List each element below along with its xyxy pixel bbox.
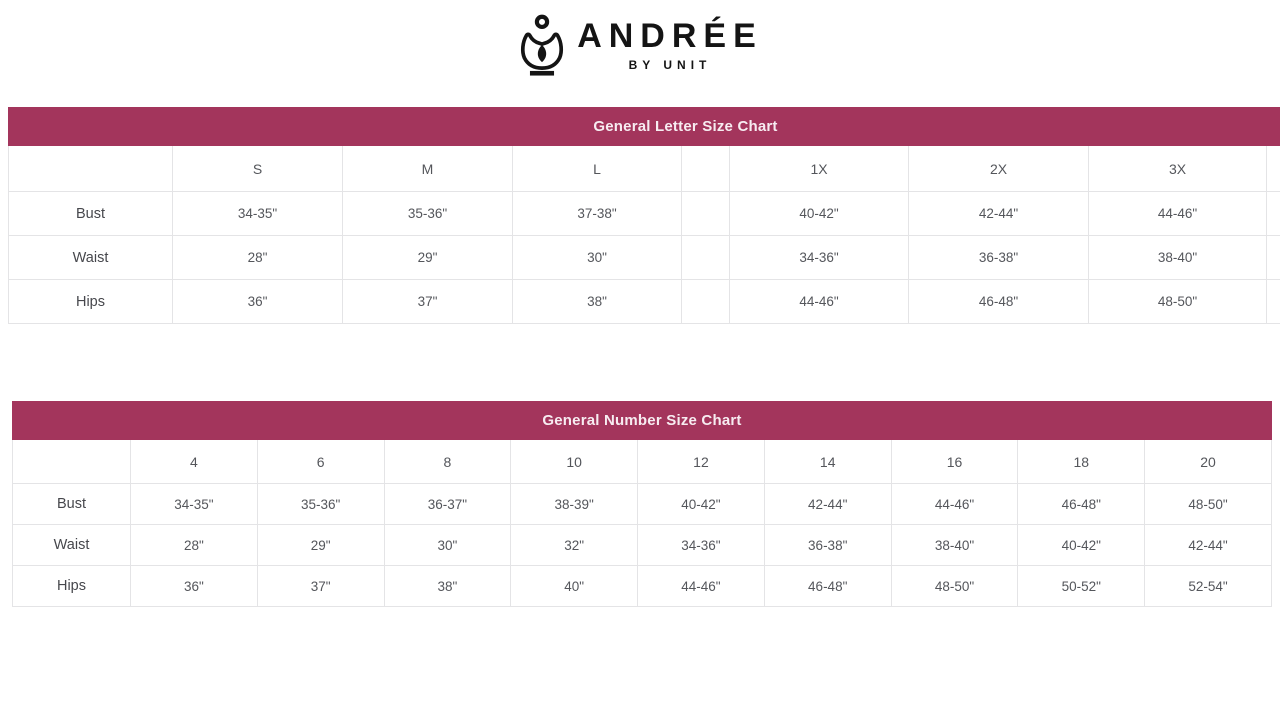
- size-cell: 30": [384, 525, 511, 566]
- size-cell: 36-38": [764, 525, 891, 566]
- size-cell: 38": [513, 280, 682, 324]
- size-cell: 44-46": [891, 484, 1018, 525]
- size-cell: 34-36": [730, 236, 909, 280]
- size-cell: [682, 280, 730, 324]
- size-cell: 46-48": [909, 280, 1089, 324]
- column-header-1x: 1X: [730, 146, 909, 192]
- column-header-s: S: [173, 146, 343, 192]
- column-header-12: 12: [638, 440, 765, 484]
- letter-size-chart-section: [0, 107, 1280, 324]
- size-cell: 36": [173, 280, 343, 324]
- table-row-hips: [9, 280, 1280, 324]
- size-cell: 38-39": [511, 484, 638, 525]
- size-cell: 48-50": [891, 566, 1018, 607]
- size-cell: [1267, 280, 1280, 324]
- column-header-cutoff: [1267, 146, 1280, 192]
- size-cell: 42-44": [764, 484, 891, 525]
- number-chart-title: General Number Size Chart: [13, 402, 1272, 440]
- size-cell: 34-36": [638, 525, 765, 566]
- size-cell: 44-46": [1089, 192, 1267, 236]
- column-header-l: L: [513, 146, 682, 192]
- size-cell: 50-52": [1018, 566, 1145, 607]
- number-size-chart-section: [0, 401, 1280, 607]
- letter-size-chart-table: [8, 107, 1280, 324]
- table-row-waist: [9, 236, 1280, 280]
- size-cell: 32": [511, 525, 638, 566]
- column-header-m: M: [343, 146, 513, 192]
- column-header-8: 8: [384, 440, 511, 484]
- column-header-blank: [13, 440, 131, 484]
- column-header-4: 4: [131, 440, 258, 484]
- size-cell: 34-35": [173, 192, 343, 236]
- size-cell: 38-40": [1089, 236, 1267, 280]
- size-cell: 28": [173, 236, 343, 280]
- size-cell: 48-50": [1145, 484, 1272, 525]
- column-header-10: 10: [511, 440, 638, 484]
- row-label: Hips: [13, 566, 131, 607]
- brand-name: ANDRÉE: [577, 16, 763, 55]
- column-header-16: 16: [891, 440, 1018, 484]
- table-row-bust: [13, 484, 1272, 525]
- brand-logo-text: [577, 18, 763, 72]
- column-header-14: 14: [764, 440, 891, 484]
- row-label: Waist: [9, 236, 173, 280]
- size-cell: 40-42": [1018, 525, 1145, 566]
- table-row-hips: [13, 566, 1272, 607]
- row-label: Hips: [9, 280, 173, 324]
- column-header-20: 20: [1145, 440, 1272, 484]
- column-header-gap: [682, 146, 730, 192]
- column-header-2x: 2X: [909, 146, 1089, 192]
- size-cell: [1267, 192, 1280, 236]
- size-cell: 48-50": [1089, 280, 1267, 324]
- size-cell: 36-37": [384, 484, 511, 525]
- size-cell: 28": [131, 525, 258, 566]
- table-row-waist: [13, 525, 1272, 566]
- size-cell: 35-36": [343, 192, 513, 236]
- table-row-bust: [9, 192, 1280, 236]
- column-header-6: 6: [257, 440, 384, 484]
- size-cell: 36": [131, 566, 258, 607]
- size-cell: 44-46": [638, 566, 765, 607]
- size-cell: 42-44": [1145, 525, 1272, 566]
- row-label: Bust: [13, 484, 131, 525]
- size-cell: 46-48": [1018, 484, 1145, 525]
- size-cell: 29": [257, 525, 384, 566]
- size-cell: 40-42": [638, 484, 765, 525]
- size-cell: 37": [257, 566, 384, 607]
- tulip-logo-icon: [517, 13, 567, 77]
- size-cell: 40-42": [730, 192, 909, 236]
- row-label: Waist: [13, 525, 131, 566]
- size-cell: [1267, 236, 1280, 280]
- size-cell: 37-38": [513, 192, 682, 236]
- column-header-blank: [9, 146, 173, 192]
- brand-logo: [517, 13, 763, 77]
- letter-chart-title: General Letter Size Chart: [9, 108, 1280, 146]
- column-header-18: 18: [1018, 440, 1145, 484]
- brand-header: [0, 0, 1280, 77]
- size-cell: 38-40": [891, 525, 1018, 566]
- size-cell: [682, 236, 730, 280]
- size-cell: 29": [343, 236, 513, 280]
- size-cell: 30": [513, 236, 682, 280]
- size-cell: 38": [384, 566, 511, 607]
- size-cell: 52-54": [1145, 566, 1272, 607]
- size-cell: 36-38": [909, 236, 1089, 280]
- size-cell: 42-44": [909, 192, 1089, 236]
- column-header-3x: 3X: [1089, 146, 1267, 192]
- size-cell: 46-48": [764, 566, 891, 607]
- size-cell: 44-46": [730, 280, 909, 324]
- size-cell: 35-36": [257, 484, 384, 525]
- brand-subtitle: BY UNIT: [628, 58, 712, 73]
- size-cell: 37": [343, 280, 513, 324]
- number-size-chart-table: [12, 401, 1272, 607]
- row-label: Bust: [9, 192, 173, 236]
- size-cell: 40": [511, 566, 638, 607]
- size-cell: [682, 192, 730, 236]
- size-cell: 34-35": [131, 484, 258, 525]
